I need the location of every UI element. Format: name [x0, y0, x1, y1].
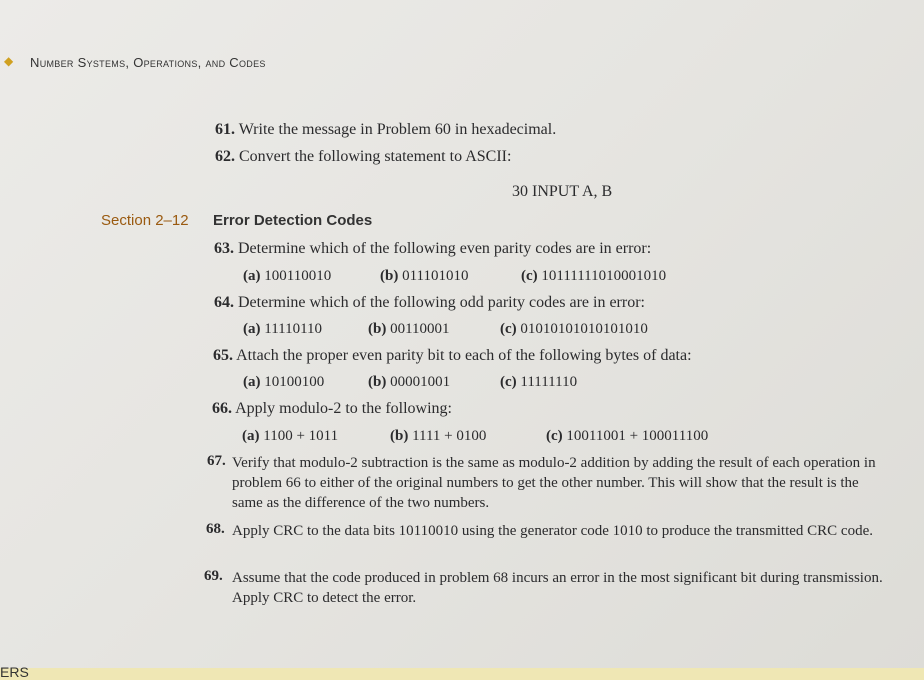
option-label: (b)	[380, 268, 399, 284]
option-label: (c)	[521, 268, 538, 284]
problem-number: 62.	[215, 148, 235, 165]
page-edge-strip	[0, 668, 924, 680]
problem-67-number: 67.	[207, 453, 226, 469]
problem-68-number: 68.	[206, 521, 225, 537]
option-label: (a)	[243, 268, 261, 284]
option-66a	[242, 428, 338, 445]
problem-text: Convert the following statement to ASCII:	[239, 148, 512, 165]
option-64c	[500, 321, 648, 338]
option-value: 10111111010001010	[541, 268, 667, 284]
footer-text: ERS	[0, 664, 29, 680]
option-63c	[521, 268, 666, 285]
option-value: 10100100	[264, 374, 325, 390]
section-number: Section 2–12	[101, 212, 189, 229]
problem-62	[215, 148, 511, 166]
option-value: 011101010	[402, 268, 469, 284]
option-value: 00001001	[390, 374, 451, 390]
option-label: (a)	[242, 428, 260, 444]
option-value: 01010101010101010	[520, 321, 648, 337]
problem-69-text: Assume that the code produced in problem 68 incurs an error in the most significant bit during transmission. Apply CRC to detect the error.	[232, 570, 883, 606]
option-64a	[243, 321, 322, 338]
bullet-icon: ◆	[4, 54, 14, 68]
option-value: 11110110	[264, 321, 323, 337]
option-label: (c)	[500, 321, 517, 337]
option-label: (c)	[500, 374, 517, 390]
problem-text: Determine which of the following even parity codes are in error:	[238, 240, 652, 257]
option-label: (c)	[546, 428, 563, 444]
option-value: 100110010	[264, 268, 332, 284]
running-header: Number Systems, Operations, and Codes	[30, 55, 266, 70]
problem-63	[214, 240, 651, 258]
option-label: (a)	[243, 321, 261, 337]
problem-number: 61.	[215, 121, 235, 138]
option-value: 10011001 + 100011100	[566, 428, 709, 444]
problem-68-text: Apply CRC to the data bits 10110010 using the generator code 1010 to produce the transmitted CRC code.	[232, 523, 874, 539]
problem-text: Attach the proper even parity bit to each of the following bytes of data:	[236, 347, 692, 364]
option-65b	[368, 374, 450, 391]
option-66c	[546, 428, 708, 445]
option-value: 00110001	[390, 321, 450, 337]
option-value: 1111 + 0100	[412, 428, 487, 444]
problem-number: 65.	[213, 347, 233, 364]
problem-text: Apply modulo-2 to the following:	[235, 400, 452, 417]
option-value: 11111110	[520, 374, 578, 390]
problem-66	[212, 400, 452, 418]
option-64b	[368, 321, 450, 338]
problem-number: 66.	[212, 400, 232, 417]
option-63b	[380, 268, 468, 285]
problem-69-number: 69.	[204, 568, 223, 584]
problem-text: Write the message in Problem 60 in hexadecimal.	[238, 121, 557, 138]
problem-67-text: Verify that modulo-2 subtraction is the same as modulo-2 addition by adding the result of each operation in problem 66 to either of the original numbers to get the other number. This will show that the result is the same as the difference of the two numbers.	[232, 455, 876, 511]
option-66b	[390, 428, 486, 445]
option-label: (a)	[243, 374, 261, 390]
ascii-statement: 30 INPUT A, B	[512, 183, 613, 200]
option-value: 1100 + 1011	[263, 428, 339, 444]
problem-number: 64.	[214, 294, 234, 311]
problem-65	[213, 347, 692, 365]
option-65a	[243, 374, 324, 391]
option-label: (b)	[368, 374, 387, 390]
problem-61	[215, 121, 556, 139]
option-65c	[500, 374, 577, 391]
option-label: (b)	[368, 321, 387, 337]
section-title: Error Detection Codes	[213, 212, 373, 229]
problem-text: Determine which of the following odd parity codes are in error:	[238, 294, 645, 311]
option-63a	[243, 268, 331, 285]
problem-number: 63.	[214, 240, 234, 257]
problem-64	[214, 294, 645, 312]
option-label: (b)	[390, 428, 409, 444]
